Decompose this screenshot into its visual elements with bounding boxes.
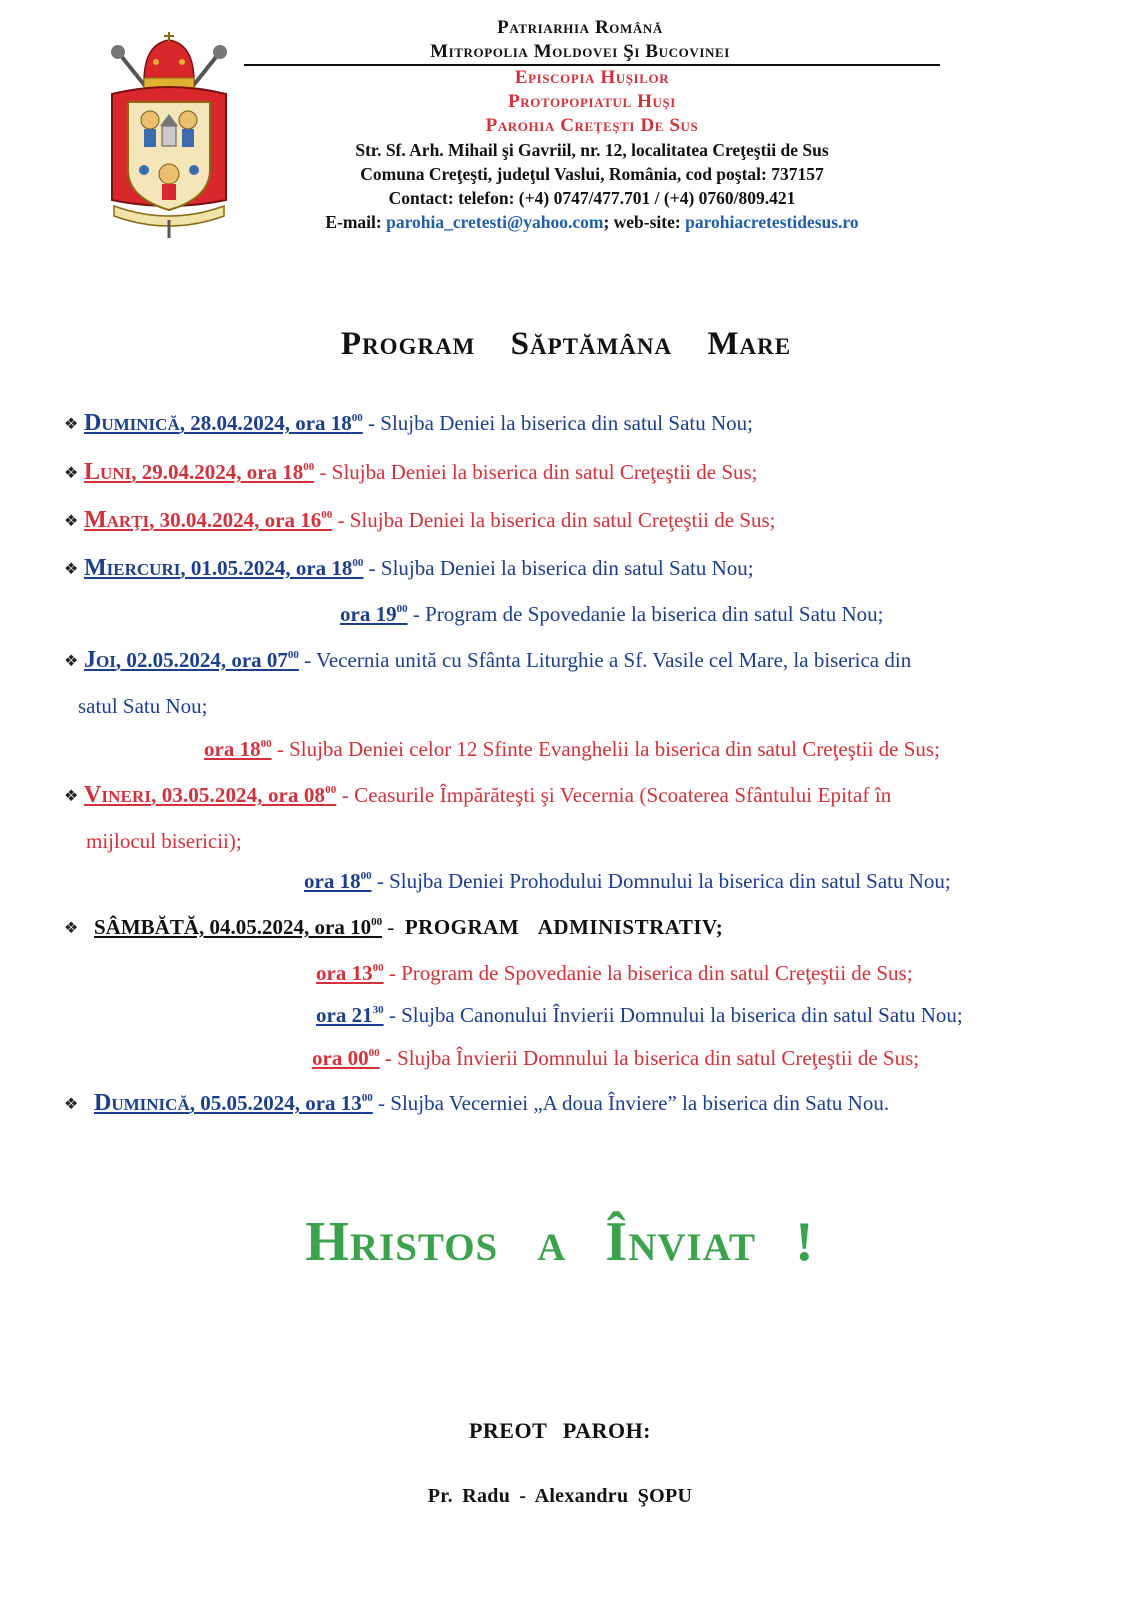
event-description: - Slujba Deniei la biserica din satul Creţeştii de Sus;: [314, 460, 758, 484]
diocese-name: Episcopia Huşilor: [514, 67, 670, 88]
time-label: ora $18^{00}$: [304, 869, 372, 893]
header-details: [244, 66, 940, 234]
program-title: Program Săptămâna Mare: [340, 326, 792, 362]
priest-role: PREOT PAROH:: [468, 1418, 652, 1443]
contact-phones: Contact: telefon: (+4) 0747/477.701 / (+4) 0760/809.421: [388, 188, 796, 208]
event-description: - Vecernia unită cu Sfânta Liturghie a Sf. Vasile cel Mare, la biserica din: [298, 648, 912, 672]
deanery-name: Protopopiatul Huşi: [508, 91, 676, 112]
event-description: - Slujba Deniei celor 12 Sfinte Evanghelii la biserica din satul Creţeştii de Sus;: [271, 737, 940, 761]
diamond-bullet-icon: ❖: [64, 416, 79, 433]
event-description: - Slujba Deniei la biserica din satul Satu Nou;: [363, 556, 754, 580]
time-label: ora $00^{00}$: [312, 1046, 380, 1070]
website-label: ; web-site:: [603, 212, 686, 232]
priest-name: Pr. Radu - Alexandru ŞOPU: [427, 1485, 693, 1507]
schedule-row-friday-continuation: mijlocul bisericii);: [86, 829, 242, 853]
schedule-row-thursday-02: [64, 647, 911, 675]
time-label: ora $21^{30}$: [316, 1003, 384, 1027]
diamond-bullet-icon: ❖: [64, 1096, 79, 1113]
time-label: ora $19^{00}$: [340, 602, 408, 626]
event-description: - Slujba Vecerniei „A doua Înviere” la biserica din Satu Nou.: [372, 1091, 890, 1115]
event-description: - Slujba Învierii Domnului la biserica din satul Creţeştii de Sus;: [379, 1046, 920, 1070]
time-label: ora $13^{00}$: [316, 961, 384, 985]
contact-online: [244, 210, 940, 234]
event-description: - Slujba Deniei Prohodului Domnului la biserica din satul Satu Nou;: [371, 869, 951, 893]
parish-coat-of-arms: [104, 30, 234, 240]
schedule-row-saturday-04: [64, 914, 723, 942]
time-label: ora $18^{00}$: [204, 737, 272, 761]
schedule-row-saturday-confession: [316, 960, 913, 986]
diamond-bullet-icon: ❖: [64, 788, 79, 805]
diamond-bullet-icon: ❖: [64, 920, 79, 937]
diamond-bullet-icon: ❖: [64, 561, 79, 578]
easter-greeting: Hristos a Înviat !: [305, 1211, 815, 1273]
day-label: Luni, 29.04.2024, ora $18^{00}$: [84, 459, 315, 485]
header-hierarchy: [360, 16, 800, 64]
event-description: - Program de Spovedanie la biserica din satul Creţeştii de Sus;: [383, 961, 913, 985]
day-label: Vineri, 03.05.2024, ora $08^{00}$: [84, 782, 337, 808]
day-label: SÂMBĂTĂ, 04.05.2024, ora $10^{00}$: [94, 915, 383, 939]
admin-program-label: PROGRAM ADMINISTRATIV;: [404, 915, 724, 939]
address-line-2: Comuna Creţeşti, judeţul Vaslui, România, cod poştal: 737157: [360, 164, 824, 184]
schedule-row-saturday-canon: [316, 1002, 963, 1028]
schedule-row-wednesday-confession: [340, 601, 883, 627]
day-label: Marţi, 30.04.2024, ora $16^{00}$: [84, 507, 333, 533]
day-label: Miercuri, 01.05.2024, ora $18^{00}$: [84, 555, 364, 581]
parish-name: Parohia Creţeşti De Sus: [485, 115, 699, 136]
event-description: - Slujba Deniei la biserica din satul Creţeştii de Sus;: [332, 508, 776, 532]
diamond-bullet-icon: ❖: [64, 465, 79, 482]
event-description: - Program de Spovedanie la biserica din satul Satu Nou;: [407, 602, 884, 626]
website-link[interactable]: parohiacretestidesus.ro: [685, 212, 859, 232]
schedule-row-saturday-resurrection: [312, 1045, 919, 1071]
schedule-row-wednesday-01: [64, 555, 754, 583]
schedule-row-tuesday-30: [64, 507, 776, 535]
separator: -: [382, 915, 405, 939]
schedule-row-thursday-continuation: satul Satu Nou;: [78, 694, 208, 718]
email-label: E-mail:: [325, 212, 387, 232]
schedule-row-thursday-evening: [204, 736, 940, 762]
diamond-bullet-icon: ❖: [64, 513, 79, 530]
schedule-row-sunday-05: [64, 1090, 889, 1118]
schedule-row-sunday-28: [64, 410, 753, 438]
event-description: - Slujba Deniei la biserica din satul Satu Nou;: [362, 411, 753, 435]
day-label: Duminică, 28.04.2024, ora $18^{00}$: [84, 410, 363, 436]
schedule-row-monday-29: [64, 459, 758, 487]
email-link[interactable]: parohia_cretesti@yahoo.com: [386, 212, 604, 232]
diamond-bullet-icon: ❖: [64, 653, 79, 670]
event-description: - Slujba Canonului Învierii Domnului la biserica din satul Satu Nou;: [383, 1003, 963, 1027]
metropolis-name: Mitropolia Moldovei Şi Bucovinei: [430, 41, 730, 62]
address-line-1: Str. Sf. Arh. Mihail şi Gavriil, nr. 12, localitatea Creţeştii de Sus: [355, 140, 829, 160]
schedule-row-friday-03: [64, 782, 891, 810]
schedule-row-friday-evening: [304, 868, 951, 894]
event-description: - Ceasurile Împărăteşti şi Vecernia (Scoaterea Sfântului Epitaf în: [336, 783, 892, 807]
patriarchate-name: Patriarhia Română: [497, 17, 663, 38]
day-label: Joi, 02.05.2024, ora $07^{00}$: [84, 647, 299, 673]
day-label: Duminică, 05.05.2024, ora $13^{00}$: [94, 1090, 373, 1116]
